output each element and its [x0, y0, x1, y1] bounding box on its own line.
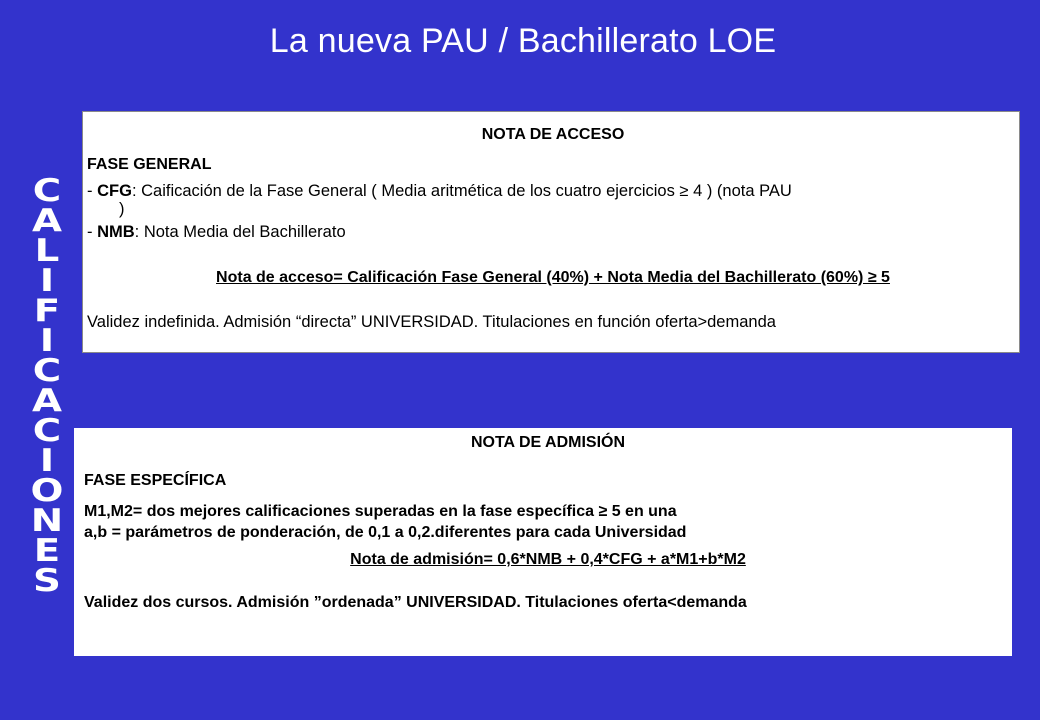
nota-acceso-box [82, 111, 1020, 353]
vertical-letter: C [32, 353, 62, 389]
nmb-line [87, 223, 1019, 242]
admision-validez: Validez dos cursos. Admisión ”ordenada” UNIVERSIDAD. Titulaciones oferta<demanda [84, 594, 747, 611]
nmb-prefix: - [87, 223, 98, 241]
vertical-letter: C [32, 413, 62, 449]
vertical-letter: O [30, 473, 64, 509]
m1m2-line: M1,M2= dos mejores calificaciones superadas en la fase específica ≥ 5 en una [84, 503, 677, 520]
nmb-label: NMB [97, 223, 135, 241]
vertical-word-calificaciones [26, 173, 68, 599]
cfg-label: CFG [97, 182, 132, 200]
vertical-letter: L [34, 233, 60, 269]
vertical-letter: N [30, 503, 64, 539]
acceso-heading: NOTA DE ACCESO [481, 126, 625, 143]
admision-heading: NOTA DE ADMISIÓN [470, 434, 626, 451]
fase-especifica-label: FASE ESPECÍFICA [84, 472, 227, 489]
acceso-validez: Validez indefinida. Admisión “directa” UNIVERSIDAD. Titulaciones en función oferta>demanda [87, 313, 776, 331]
cfg-prefix: - [87, 182, 98, 200]
vertical-letter: A [32, 383, 62, 419]
nota-admision-box [74, 428, 1012, 656]
vertical-letter: I [39, 443, 55, 479]
ab-line: a,b = parámetros de ponderación, de 0,1 a 0,2.diferentes para cada Universidad [84, 524, 687, 541]
vertical-letter: A [32, 203, 62, 239]
admision-formula: Nota de admisión= 0,6*NMB + 0,4*CFG + a*M1+b*M2 [350, 551, 746, 568]
vertical-letter: S [33, 563, 61, 599]
vertical-letter: C [32, 173, 62, 209]
vertical-letter: E [33, 533, 61, 569]
page-title: La nueva PAU / Bachillerato LOE [269, 22, 777, 60]
acceso-formula: Nota de acceso= Calificación Fase General (40%) + Nota Media del Bachillerato (60%) ≥ 5 [216, 269, 890, 286]
fase-general-label: FASE GENERAL [87, 156, 212, 173]
cfg-line-continued: ) [119, 200, 125, 218]
nmb-text: : Nota Media del Bachillerato [134, 223, 346, 241]
vertical-letter: I [39, 323, 55, 359]
cfg-text: : Caificación de la Fase General ( Media aritmética de los cuatro ejercicios ≥ 4 ) (nota PAU [131, 182, 792, 200]
cfg-line [87, 182, 1019, 201]
vertical-letter: I [39, 263, 55, 299]
vertical-letter: F [33, 293, 61, 329]
